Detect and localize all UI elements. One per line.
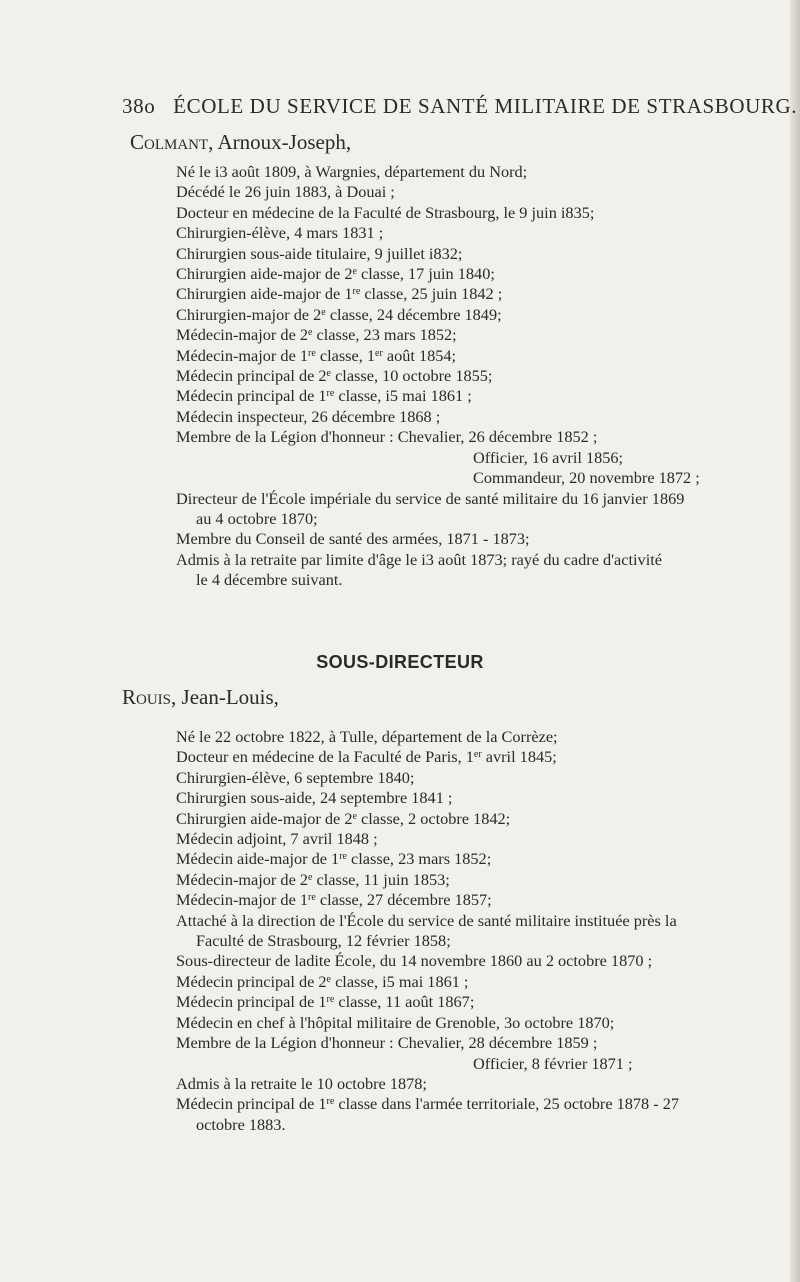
entry-line: Médecin principal de 1re classe, i5 mai 1861 ; — [176, 386, 472, 406]
entry-line: Membre de la Légion d'honneur : Chevalier, 26 décembre 1852 ; — [176, 427, 598, 447]
entry-line: Médecin-major de 2e classe, 23 mars 1852; — [176, 325, 457, 345]
entry-line: Attaché à la direction de l'École du service de santé militaire instituée près la — [176, 910, 677, 930]
entry-line: Né le i3 août 1809, à Wargnies, département du Nord; — [176, 162, 528, 181]
page-number: 38o — [122, 94, 156, 118]
entry-line: Chirurgien sous-aide titulaire, 9 juillet i832; — [176, 243, 463, 263]
entry-line: Docteur en médecine de la Faculté de Paris, 1er avril 1845; — [176, 747, 557, 767]
entry-line: Chirurgien-élève, 6 septembre 1840; — [176, 767, 415, 787]
entry-line: Membre du Conseil de santé des armées, 1871 - 1873; — [176, 529, 530, 549]
entry-surname: Rouis, — [122, 685, 177, 709]
entry-line: Médecin-major de 1re classe, 1er août 1854; — [176, 345, 457, 365]
entry-name-colmant — [130, 130, 351, 155]
entry-line: Médecin-major de 1re classe, 27 décembre 1857; — [176, 890, 492, 910]
entry-line: Médecin-major de 2e classe, 11 juin 1853; — [176, 869, 450, 889]
entry-line: Docteur en médecine de la Faculté de Strasbourg, le 9 juin i835; — [176, 202, 595, 222]
entry-line: Chirurgien-élève, 4 mars 1831 ; — [176, 223, 384, 243]
entry-line: Médecin adjoint, 7 avril 1848 ; — [176, 829, 378, 849]
running-header — [122, 94, 798, 119]
entry-line: Médecin aide-major de 1re classe, 23 mars 1852; — [176, 849, 492, 869]
entry-line: le 4 décembre suivant. — [196, 570, 343, 590]
entry-details-colmant — [176, 162, 700, 591]
entry-given-names: Arnoux-Joseph, — [217, 130, 352, 154]
entry-line: Médecin principal de 1re classe dans l'armée territoriale, 25 octobre 1878 - 27 — [176, 1094, 680, 1114]
entry-line: Médecin principal de 2e classe, 10 octobre 1855; — [176, 366, 493, 386]
entry-line: Chirurgien-major de 2e classe, 24 décembre 1849; — [176, 304, 502, 324]
entry-line: Chirurgien sous-aide, 24 septembre 1841 ; — [176, 788, 453, 808]
entry-line: Médecin principal de 2e classe, i5 mai 1861 ; — [176, 971, 469, 991]
entry-line: Médecin en chef à l'hôpital militaire de Grenoble, 3o octobre 1870; — [176, 1012, 615, 1032]
entry-line: Médecin inspecteur, 26 décembre 1868 ; — [176, 406, 441, 426]
entry-line: Admis à la retraite par limite d'âge le i3 août 1873; rayé du cadre d'activité — [176, 549, 662, 569]
entry-line: Chirurgien aide-major de 2e classe, 2 octobre 1842; — [176, 808, 511, 828]
entry-line: Décédé le 26 juin 1883, à Douai ; — [176, 182, 395, 202]
entry-details-rouis — [176, 727, 679, 1135]
entry-name-rouis — [122, 685, 279, 710]
header-title: ÉCOLE DU SERVICE DE SANTÉ MILITAIRE DE STRASBOURG. — [173, 94, 798, 118]
entry-surname: Colmant, — [130, 130, 214, 154]
entry-line: Commandeur, 20 novembre 1872 ; — [473, 468, 700, 488]
entry-line: Faculté de Strasbourg, 12 février 1858; — [196, 931, 451, 951]
entry-line: Chirurgien aide-major de 1re classe, 25 juin 1842 ; — [176, 284, 503, 304]
section-title: SOUS-DIRECTEUR — [316, 652, 484, 672]
entry-line: Officier, 16 avril 1856; — [473, 447, 624, 467]
entry-line: Médecin principal de 1re classe, 11 août 1867; — [176, 992, 475, 1012]
entry-line: octobre 1883. — [196, 1114, 286, 1134]
entry-line: Né le 22 octobre 1822, à Tulle, département de la Corrèze; — [176, 727, 558, 746]
entry-line: au 4 octobre 1870; — [196, 508, 318, 528]
entry-line: Chirurgien aide-major de 2e classe, 17 juin 1840; — [176, 264, 495, 284]
entry-line: Membre de la Légion d'honneur : Chevalier, 28 décembre 1859 ; — [176, 1033, 598, 1053]
entry-line: Officier, 8 février 1871 ; — [473, 1053, 633, 1073]
entry-given-names: Jean-Louis, — [181, 685, 279, 709]
page-edge — [790, 0, 800, 1282]
entry-line: Sous-directeur de ladite École, du 14 novembre 1860 au 2 octobre 1870 ; — [176, 951, 653, 971]
entry-line: Directeur de l'École impériale du service de santé militaire du 16 janvier 1869 — [176, 488, 685, 508]
entry-line: Admis à la retraite le 10 octobre 1878; — [176, 1073, 427, 1093]
